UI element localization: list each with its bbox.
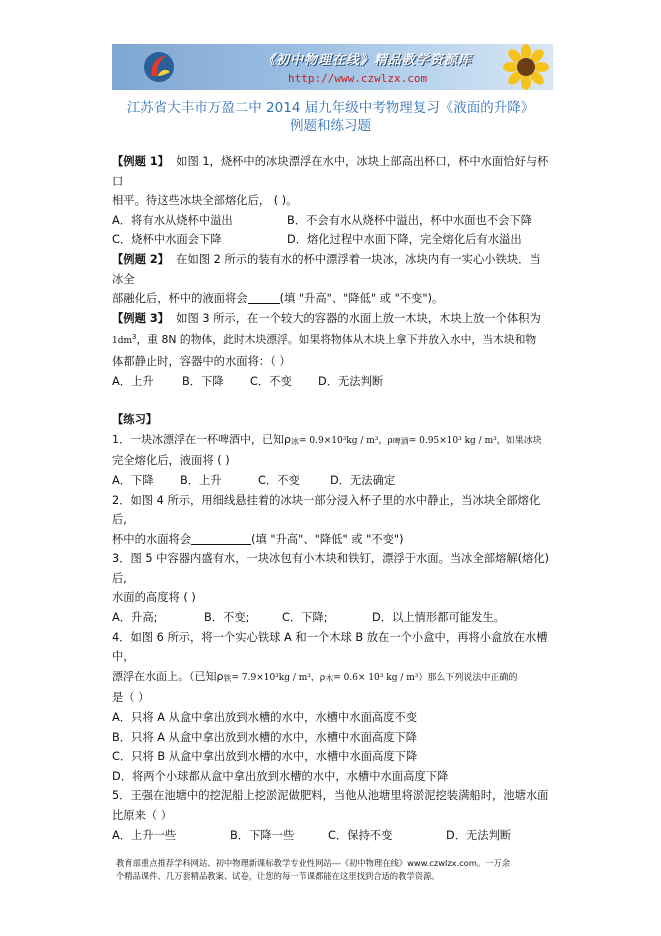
option-c: C．下降; bbox=[282, 611, 328, 625]
footer-line-2: 个精品课件、几万套精品教案、试卷，让您的每一节课都能在这里找到合适的教学资源。 bbox=[116, 871, 440, 881]
example-2-text-cont: 部融化后，杯中的液面将会 (填 "升高"、"降低" 或 "不变")。 bbox=[112, 292, 444, 306]
practice-label: 【练习】 bbox=[112, 413, 158, 427]
example-3-options bbox=[112, 372, 552, 392]
option-d: D．将两个小球都从盒中拿出放到水槽的水中，水槽中水面高度下降 bbox=[112, 769, 449, 783]
question-5-cont: 比原来（ ） bbox=[112, 809, 173, 822]
example-1-label: 【例题 1】 bbox=[112, 155, 169, 168]
option-b: B．不变; bbox=[204, 611, 250, 625]
page-title-line2: 例题和练习题 bbox=[290, 118, 371, 134]
option-d: D．无法判断 bbox=[318, 374, 384, 388]
example-2 bbox=[112, 250, 552, 289]
example-3 bbox=[112, 309, 552, 329]
example-2-text: 在如图 2 所示的装有水的杯中漂浮着一块冰，冰块内有一实心小铁块．当冰全 bbox=[112, 252, 541, 286]
footer-line-1: 教育部重点推荐学科网站、初中物理新课标教学专业性网站---《初中物理在线》www.czwlzx.com。一万余 bbox=[116, 858, 511, 868]
question-3-cont: 水面的高度将 ( ) bbox=[112, 591, 196, 605]
question-4: 4．如图 6 所示，将一个实心铁球 A 和一个木球 B 放在一个小盒中，再将小盒放在水槽中， bbox=[112, 630, 548, 664]
page-title-line1: 江苏省大丰市万盈二中 2014 届九年级中考物理复习《液面的升降》 bbox=[126, 100, 535, 116]
option-b: B．下降 bbox=[182, 374, 224, 388]
header-banner bbox=[112, 44, 553, 90]
banner-url: http://www.czwlzx.com bbox=[288, 72, 428, 85]
site-logo-icon bbox=[142, 50, 176, 84]
option-c: C．保持不变 bbox=[328, 828, 393, 842]
example-3-text-cont: $1dm^3$，重 8N 的物体，此时木块漂浮。如果将物体从木块上拿下并放入水中，当木块和物 bbox=[112, 333, 537, 347]
option-b: B．不会有水从烧杯中溢出，杯中水面也不会下降 bbox=[287, 213, 532, 227]
option-c: C．烧杯中水面会下降 bbox=[112, 233, 222, 247]
option-b: B．上升 bbox=[180, 473, 222, 487]
question-4-cont2: 是（ ） bbox=[112, 691, 150, 705]
option-d: D．无法判断 bbox=[446, 828, 512, 842]
example-1-options-row1 bbox=[112, 211, 552, 231]
example-1-text: 如图 1，烧杯中的冰块漂浮在水中，冰块上部高出杯口，杯中水面恰好与杯口 bbox=[112, 155, 549, 188]
option-b: B．下降一些 bbox=[230, 828, 295, 842]
answer-blank bbox=[191, 532, 251, 545]
option-c: C．不变 bbox=[258, 473, 300, 487]
document-body bbox=[112, 152, 552, 845]
question-3: 3．图 5 中容器内盛有水，一块冰包有小木块和铁钉，漂浮于水面。当冰全部熔解(熔化)后, bbox=[112, 552, 550, 585]
option-a: A．将有水从烧杯中溢出 bbox=[112, 213, 233, 227]
question-1: 1．一块冰漂浮在一杯啤酒中，已知ρ冰= 0.9×10³kg / m³，ρ啤酒= 0.95×10³ kg / m³，如果冰块 bbox=[112, 432, 542, 446]
option-d: D．熔化过程中水面下降，完全熔化后有水溢出 bbox=[287, 233, 522, 247]
option-a: A．上升一些 bbox=[112, 828, 177, 842]
spacer bbox=[112, 391, 552, 410]
question-5-options bbox=[112, 826, 552, 846]
page-footer bbox=[116, 857, 556, 883]
option-d: D．无法确定 bbox=[330, 473, 396, 487]
banner-title: 《初中物理在线》精品教学资源库 bbox=[262, 53, 473, 68]
question-5: 5．王强在池塘中的挖泥船上挖淤泥做肥料，当他从池塘里将淤泥挖装满船时，池塘水面 bbox=[112, 789, 549, 803]
option-a: A．下降 bbox=[112, 473, 154, 487]
question-1-options bbox=[112, 471, 552, 491]
example-3-text-cont2: 体都静止时，容器中的水面将：（ ） bbox=[112, 354, 291, 368]
example-3-label: 【例题 3】 bbox=[112, 311, 169, 325]
option-b: B．只将 A 从盒中拿出放到水槽的水中，水槽中水面高度下降 bbox=[112, 730, 418, 744]
example-2-label: 【例题 2】 bbox=[112, 252, 169, 266]
question-2: 2．如图 4 所示，用细线悬挂着的冰块一部分浸入杯子里的水中静止，当冰块全部熔化后, bbox=[112, 493, 541, 527]
question-2-cont: 杯中的水面将会 (填 "升高"、"降低" 或 "不变") bbox=[112, 532, 404, 546]
example-3-text: 如图 3 所示，在一个较大的容器的水面上放一木块，木块上放一个体积为 bbox=[176, 311, 541, 325]
question-1-cont: 完全熔化后，液面将 ( ) bbox=[112, 454, 230, 468]
example-1 bbox=[112, 152, 552, 191]
option-a: A．升高; bbox=[112, 611, 158, 625]
sunflower-icon bbox=[503, 44, 549, 90]
option-c: C．不变 bbox=[250, 374, 292, 388]
option-a: A．上升 bbox=[112, 374, 154, 388]
question-3-options bbox=[112, 608, 552, 628]
option-a: A．只将 A 从盒中拿出放到水槽的水中，水槽中水面高度不变 bbox=[112, 711, 418, 725]
option-c: C．只将 B 从盒中拿出放到水槽的水中，水槽中水面高度下降 bbox=[112, 750, 418, 764]
example-1-text-cont: 相平。待这些冰块全部熔化后， ( )。 bbox=[112, 194, 298, 208]
answer-blank bbox=[248, 291, 280, 304]
option-d: D．以上情形都可能发生。 bbox=[372, 611, 505, 625]
question-4-cont: 漂浮在水面上。（已知ρ铁= 7.9×10³kg / m³，ρ木= 0.6× 10³ kg / m³）那么下列说法中正确的 bbox=[112, 669, 518, 683]
example-1-options-row2 bbox=[112, 230, 552, 250]
